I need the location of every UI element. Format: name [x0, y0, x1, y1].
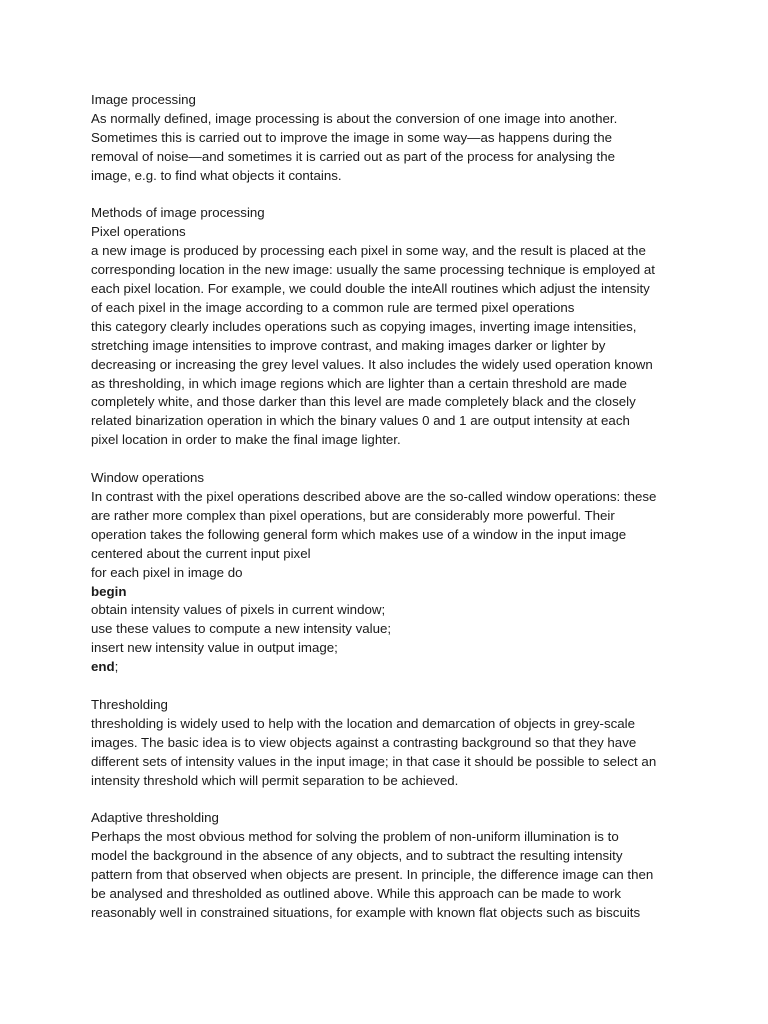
code-line: for each pixel in image do	[91, 564, 243, 580]
section-adaptive-thresholding	[91, 809, 691, 922]
paragraph-line: Sometimes this is carried out to improve the image in some way—as happens during the	[91, 129, 613, 145]
document-body	[91, 91, 691, 923]
paragraph-line: of each pixel in the image according to a common rule are termed pixel operations	[91, 299, 575, 315]
paragraph-spacer	[91, 790, 691, 809]
paragraph-line: images. The basic idea is to view objects against a contrasting background so that they have	[91, 734, 637, 750]
section-heading: Image processing	[91, 92, 196, 107]
paragraph-line: corresponding location in the new image: usually the same processing technique is employed at	[91, 262, 655, 278]
section-heading: Thresholding	[91, 696, 168, 712]
code-end-line	[91, 658, 691, 677]
code-line: use these values to compute a new intensity value;	[91, 621, 392, 637]
paragraph-line: In contrast with the pixel operations described above are the so-called window operations: these	[91, 489, 657, 504]
paragraph-line: operation takes the following general form which makes use of a window in the input image	[91, 526, 627, 542]
section-image-processing	[91, 91, 691, 186]
paragraph-line: each pixel location. For example, we could double the inteAll routines which adjust the intensity	[91, 281, 650, 297]
code-line: obtain intensity values of pixels in current window;	[91, 602, 386, 618]
paragraph-spacer	[91, 186, 691, 205]
paragraph-line: as thresholding, in which image regions which are lighter than a certain threshold are made	[91, 375, 627, 391]
section-heading: Methods of image processing	[91, 205, 265, 221]
paragraph-line: centered about the current input pixel	[91, 545, 311, 561]
paragraph-line: pixel location in order to make the final image lighter.	[91, 432, 401, 448]
paragraph-line: removal of noise—and sometimes it is carried out as part of the process for analysing the	[91, 148, 615, 164]
paragraph-line: different sets of intensity values in the input image; in that case it should be possible to select an	[91, 753, 657, 769]
paragraph-line: pattern from that observed when objects are present. In principle, the difference image can then	[91, 867, 654, 883]
paragraph-line: are rather more complex than pixel operations, but are considerably more powerful. Their	[91, 507, 615, 523]
paragraph-line: image, e.g. to find what objects it contains.	[91, 167, 342, 183]
paragraph-line: intensity threshold which will permit separation to be achieved.	[91, 772, 459, 788]
paragraph-spacer	[91, 677, 691, 696]
paragraph-line: related binarization operation in which the binary values 0 and 1 are output intensity at each	[91, 413, 630, 429]
paragraph-line: this category clearly includes operations such as copying images, inverting image intensities,	[91, 318, 637, 334]
section-methods	[91, 204, 691, 450]
paragraph-line: completely white, and those darker than this level are made completely black and the closely	[91, 394, 636, 410]
paragraph-line: reasonably well in constrained situations, for example with known flat objects such as biscuits	[91, 904, 641, 920]
paragraph-spacer	[91, 450, 691, 469]
paragraph-line: decreasing or increasing the grey level values. It also includes the widely used operation known	[91, 356, 653, 372]
section-heading: Adaptive thresholding	[91, 810, 219, 826]
paragraph-line: model the background in the absence of any objects, and to subtract the resulting intensity	[91, 848, 623, 864]
section-heading: Window operations	[91, 470, 205, 486]
code-end-keyword: end	[91, 659, 115, 675]
paragraph-line: stretching image intensities to improve contrast, and making images darker or lighter by	[91, 337, 606, 353]
code-begin-keyword: begin	[91, 583, 127, 599]
paragraph-line: thresholding is widely used to help with the location and demarcation of objects in grey-scale	[91, 715, 636, 731]
paragraph-line: As normally defined, image processing is about the conversion of one image into another.	[91, 110, 618, 126]
section-subheading: Pixel operations	[91, 224, 186, 240]
code-end-suffix: ;	[114, 659, 119, 675]
code-line: insert new intensity value in output image;	[91, 640, 338, 656]
paragraph-line: Perhaps the most obvious method for solving the problem of non-uniform illumination is to	[91, 829, 619, 845]
paragraph-line: a new image is produced by processing each pixel in some way, and the result is placed at the	[91, 243, 646, 259]
section-window-operations	[91, 469, 691, 677]
paragraph-line: be analysed and thresholded as outlined above. While this approach can be made to work	[91, 886, 621, 901]
section-thresholding	[91, 696, 691, 791]
